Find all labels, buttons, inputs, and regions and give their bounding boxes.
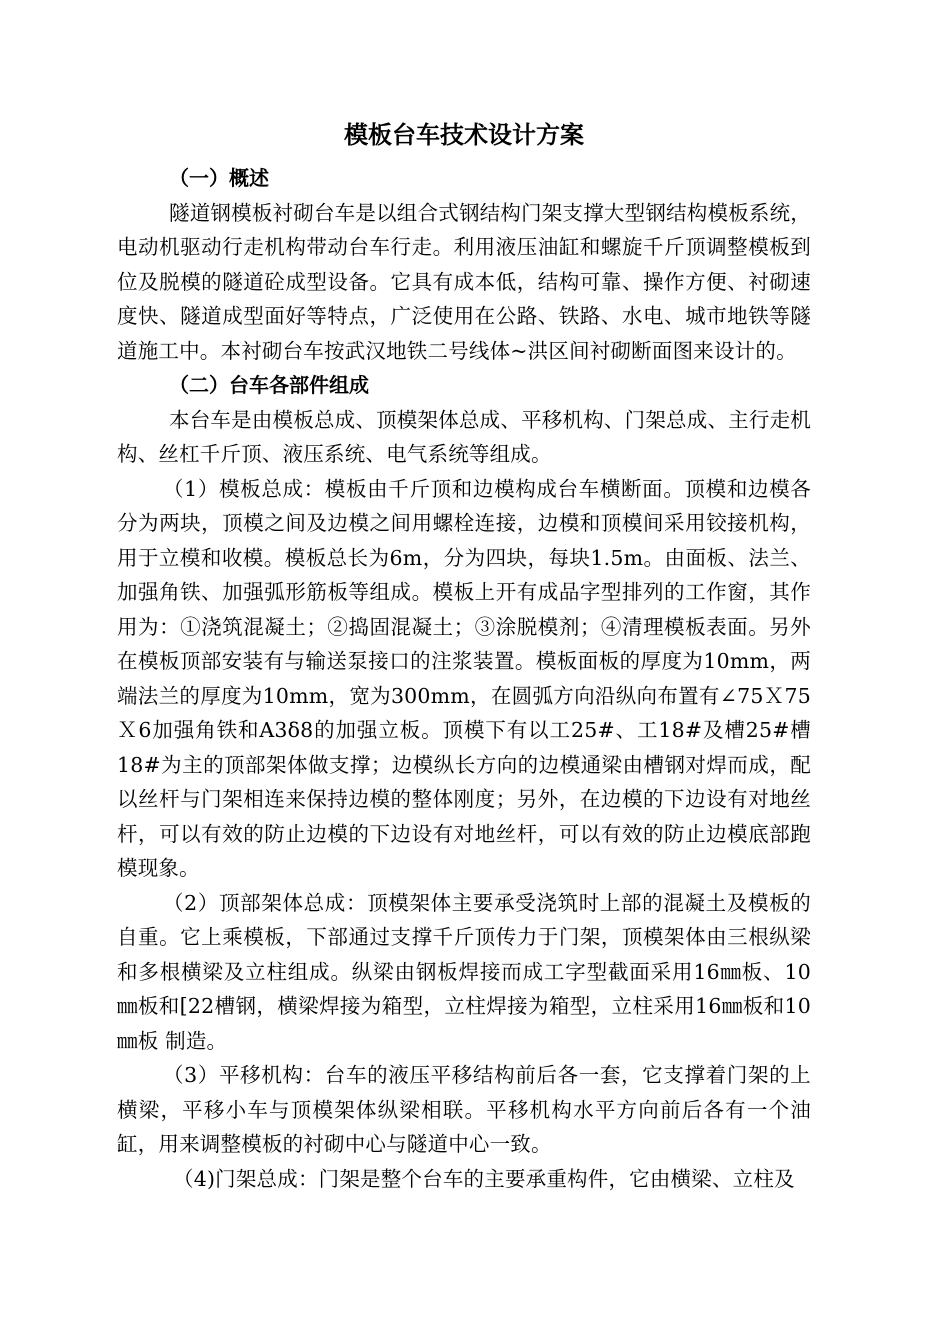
paragraph: （2）顶部架体总成：顶模架体主要承受浇筑时上部的混凝土及模板的自重。它上乘模板，下部通过支撑千斤顶传力于门架，顶模架体由三根纵梁和多根横梁及立柱组成。纵梁由钢板焊接而成工字型截面采用16㎜板、10㎜板和[22槽钢，横梁焊接为箱型，立柱焊接为箱型，立柱采用16㎜板和10㎜板 制造。 <box>117 890 811 1053</box>
paragraph: 本台车是由模板总成、顶模架体总成、平移机构、门架总成、主行走机构、丝杠千斤顶、液压系统、电气系统等组成。 <box>117 407 811 466</box>
document-title: 模板台车技术设计方案 <box>344 121 584 149</box>
paragraph: （1）模板总成：模板由千斤顶和边模构成台车横断面。顶模和边模各分为两块，顶模之间及边模之间用螺栓连接，边模和顶模间采用铰接机构，用于立模和收模。模板总长为6m，分为四块，每块1.5m。由面板、法兰、加强角铁、加强弧形筋板等组成。模板上开有成品字型排列的工作窗，其作用为：①浇筑混凝土；②捣固混凝土；③涂脱模剂；④清理模板表面。另外在模板顶部安装有与输送泵接口的注浆装置。模板面板的厚度为10mm，两端法兰的厚度为10mm，宽为300mm，在圆弧方向沿纵向布置有∠75Ｘ75Ｘ6加强角铁和A3δ8的加强立板。顶模下有以工25#、工18#及槽25#槽18#为主的顶部架体做支撑；边模纵长方向的边模通梁由槽钢对焊而成，配以丝杆与门架相连来保持边模的整体刚度；另外，在边模的下边设有对地丝杆，可以有效的防止边模的下边设有对地丝杆，可以有效的防止边模底部跑模现象。 <box>117 476 811 880</box>
paragraph: （3）平移机构：台车的液压平移结构前后各一套，它支撑着门架的上横梁，平移小车与顶模架体纵梁相联。平移机构水平方向前后各有一个油缸，用来调整模板的衬砌中心与隧道中心一致。 <box>117 1063 811 1156</box>
section-components <box>117 368 811 1196</box>
paragraph: 隧道钢模板衬砌台车是以组合式钢结构门架支撑大型钢结构模板系统，电动机驱动行走机构带动台车行走。利用液压油缸和螺旋千斤顶调整模板到位及脱模的隧道砼成型设备。它具有成本低，结构可靠、操作方便、衬砌速度快、隧道成型面好等特点，广泛使用在公路、铁路、水电、城市地铁等隧道施工中。本衬砌台车按武汉地铁二号线体~洪区间衬砌断面图来设计的。 <box>117 200 811 363</box>
section-heading: （一）概述 <box>169 166 269 190</box>
paragraph: （4)门架总成：门架是整个台车的主要承重构件，它由横梁、立柱及 <box>173 1166 795 1191</box>
document-page <box>117 117 811 1196</box>
section-overview <box>117 161 811 368</box>
section-heading: （二）台车各部件组成 <box>169 373 369 397</box>
